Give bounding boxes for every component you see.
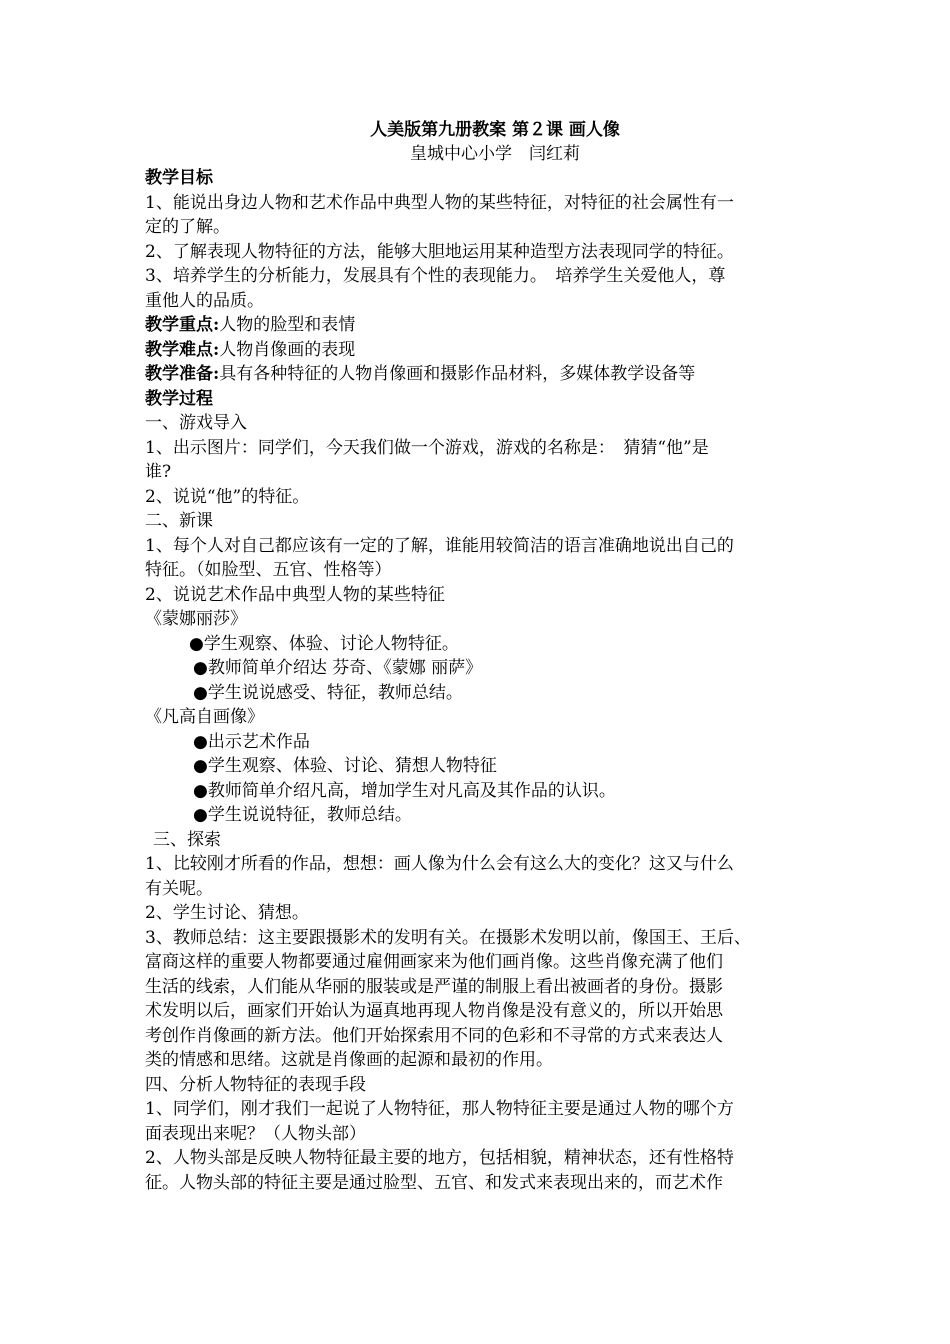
goal-3-line-1: 3、培养学生的分析能力，发展具有个性的表现能力。 培养学生关爱他人，尊 [145, 266, 726, 286]
document-title: 人美版第九册教案 第２课 画人像 [370, 120, 620, 140]
document-author: 皇城中心小学 闫红莉 [410, 144, 580, 164]
section-2-para-1-line-2: 特征。（如脸型、五官、性格等） [145, 560, 392, 580]
difficult-point [145, 338, 815, 363]
section-2-heading: 二、新课 [145, 511, 213, 531]
goal-1-line-1: 1、能说出身边人物和艺术作品中典型人物的某些特征，对特征的社会属性有一 [145, 192, 734, 213]
goal-3-line-2: 重他人的品质。 [145, 290, 264, 311]
goals-heading: 教学目标 [145, 168, 213, 188]
section-3-para-3-line-2: 富商这样的重要人物都要通过雇佣画家来为他们画肖像。这些肖像充满了他们 [145, 952, 723, 972]
preparation [145, 362, 815, 387]
artwork-1-bullet-1: ●学生观察、体验、讨论人物特征。 [189, 633, 459, 654]
section-1-heading: 一、游戏导入 [145, 413, 247, 433]
preparation-text: 具有各种特征的人物肖像画和摄影作品材料，多媒体教学设备等 [219, 364, 696, 384]
section-3-para-3-line-4: 术发明以后，画家们开始认为逼真地再现人物肖像是没有意义的，所以开始思 [145, 1001, 723, 1021]
artwork-2-bullet-3: ●教师简单介绍凡高，增加学生对凡高及其作品的认识。 [193, 780, 616, 801]
section-3-para-3-line-6: 类的情感和思绪。这就是肖像画的起源和最初的作用。 [145, 1050, 553, 1070]
preparation-label: 教学准备: [145, 364, 220, 384]
artwork-2-title: 《凡高自画像》 [145, 707, 264, 727]
section-4-para-2-line-2: 征。人物头部的特征主要是通过脸型、五官、和发式来表现出来的，而艺术作 [145, 1172, 723, 1193]
section-1-para-1-line-1: 1、出示图片：同学们，今天我们做一个游戏，游戏的名称是： 猜猜“他”是 [145, 437, 709, 458]
artwork-2-bullet-2: ●学生观察、体验、讨论、猜想人物特征 [193, 756, 497, 776]
artwork-2-bullet-1: ●出示艺术作品 [193, 731, 310, 752]
section-3-para-1-line-2: 有关呢。 [145, 878, 213, 899]
section-2-para-1-line-1: 1、每个人对自己都应该有一定的了解，谁能用较简洁的语言准确地说出自己的 [145, 535, 734, 556]
section-4-para-2-line-1: 2、人物头部是反映人物特征最主要的地方，包括相貌，精神状态，还有性格特 [145, 1148, 734, 1168]
key-point-label: 教学重点: [145, 315, 220, 335]
process-heading: 教学过程 [145, 388, 213, 409]
goal-2: 2、了解表现人物特征的方法，能够大胆地运用某种造型方法表现同学的特征。 [145, 241, 734, 262]
section-4-para-1-line-1: 1、同学们，刚才我们一起说了人物特征，那人物特征主要是通过人物的哪个方 [145, 1099, 734, 1119]
artwork-1-bullet-2: ●教师简单介绍达 芬奇、《蒙娜 丽萨》 [193, 658, 483, 678]
section-1-para-1-line-2: 谁? [145, 462, 172, 482]
artwork-1-title: 《蒙娜丽莎》 [145, 609, 247, 629]
artwork-2-bullet-4: ●学生说说特征，教师总结。 [193, 805, 412, 825]
section-4-heading: 四、分析人物特征的表现手段 [145, 1074, 366, 1095]
section-4-para-1-line-2: 面表现出来呢？（人物头部） [145, 1123, 366, 1144]
section-1-para-2: 2、说说“他”的特征。 [145, 486, 310, 507]
section-3-para-3-line-3: 生活的线索，人们能从华丽的服装或是严谨的制服上看出被画者的身份。摄影 [145, 976, 723, 997]
key-point-text: 人物的脸型和表情 [219, 315, 356, 335]
goal-1-line-2: 定的了解。 [145, 217, 230, 237]
difficult-point-label: 教学难点: [145, 339, 220, 360]
difficult-point-text: 人物肖像画的表现 [219, 339, 356, 360]
key-point [145, 313, 815, 338]
artwork-1-bullet-3: ●学生说说感受、特征，教师总结。 [193, 682, 463, 703]
lesson-plan-document [145, 118, 815, 1195]
section-3-para-2: 2、学生讨论、猜想。 [145, 903, 309, 923]
section-3-para-3-line-5: 考创作肖像画的新方法。他们开始探索用不同的色彩和不寻常的方式来表达人 [145, 1025, 723, 1046]
section-2-para-2: 2、说说艺术作品中典型人物的某些特征 [145, 584, 445, 605]
section-3-para-1-line-1: 1、比较刚才所看的作品，想想：画人像为什么会有这么大的变化？这又与什么 [145, 854, 734, 874]
section-3-para-3-line-1: 3、教师总结：这主要跟摄影术的发明有关。在摄影术发明以前，像国王、王后、 [145, 927, 751, 948]
section-3-heading: 三、探索 [153, 829, 221, 850]
